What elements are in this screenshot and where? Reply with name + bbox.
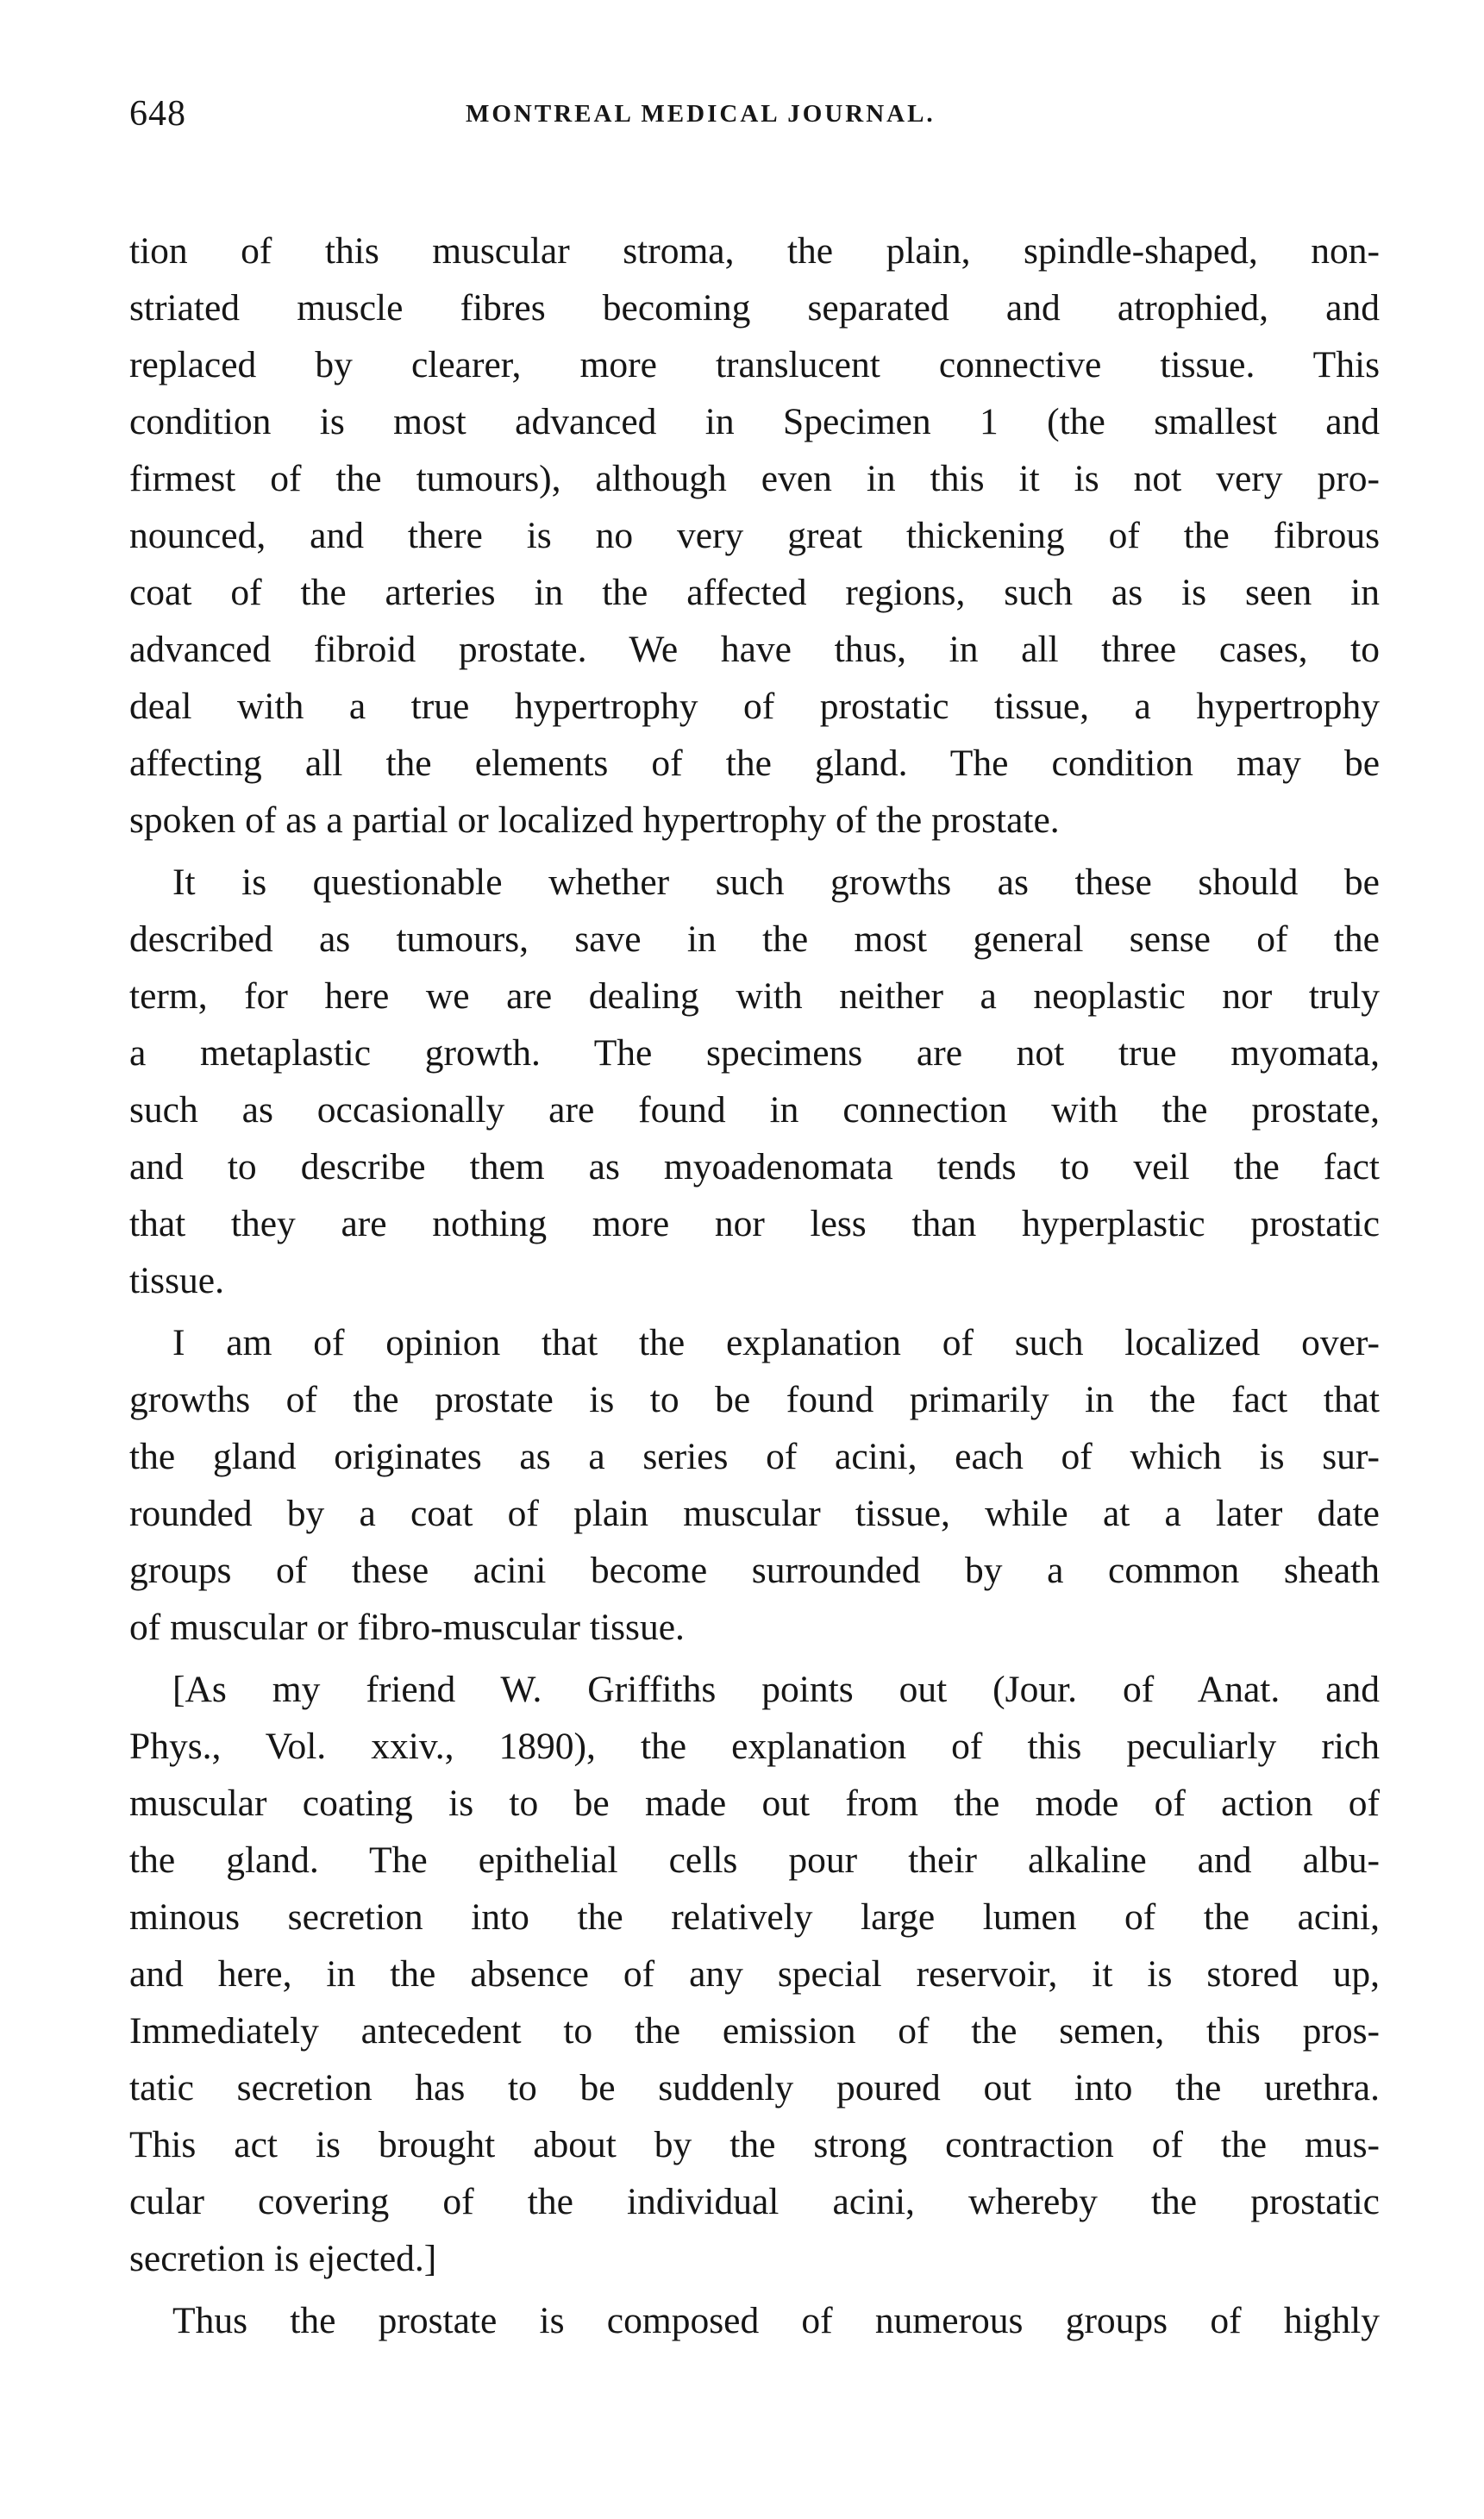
text-line: coat of the arteries in the affected regions, such as is seen in — [129, 572, 1380, 613]
text-line: that they are nothing more nor less than hyperplastic prostatic — [129, 1203, 1380, 1244]
text-line: condition is most advanced in Specimen 1 (the smallest and — [129, 401, 1380, 442]
text-line: a metaplastic growth. The specimens are not true myomata, — [129, 1032, 1380, 1074]
text-line: replaced by clearer, more translucent connective tissue. This — [129, 344, 1380, 385]
page-header — [129, 93, 1380, 145]
text-line: secretion is ejected.] — [129, 2238, 437, 2279]
text-line: nounced, and there is no very great thickening of the fibrous — [129, 515, 1380, 556]
text-line: tatic secretion has to be suddenly poured out into the urethra. — [129, 2067, 1380, 2109]
text-line: the gland originates as a series of acini, each of which is sur- — [129, 1436, 1380, 1477]
text-line: the gland. The epithelial cells pour their alkaline and albu- — [129, 1839, 1380, 1881]
text-line: deal with a true hypertrophy of prostatic tissue, a hypertrophy — [129, 686, 1380, 727]
text-line: rounded by a coat of plain muscular tissue, while at a later date — [129, 1493, 1380, 1534]
text-line: It is questionable whether such growths as these should be — [172, 862, 1380, 903]
text-line: of muscular or fibro-muscular tissue. — [129, 1607, 685, 1648]
text-line: firmest of the tumours), although even in this it is not very pro- — [129, 458, 1380, 499]
running-head: MONTREAL MEDICAL JOURNAL. — [466, 100, 936, 128]
text-line: Thus the prostate is composed of numerous groups of highly — [172, 2300, 1380, 2341]
text-line: I am of opinion that the explanation of such localized over- — [172, 1322, 1380, 1363]
text-line: Immediately antecedent to the emission of the semen, this pros- — [129, 2010, 1380, 2052]
text-line: Phys., Vol. xxiv., 1890), the explanation of this peculiarly rich — [129, 1726, 1380, 1767]
page-number: 648 — [129, 94, 186, 134]
text-line: muscular coating is to be made out from the mode of action of — [129, 1783, 1380, 1824]
text-line: tion of this muscular stroma, the plain, spindle-shaped, non- — [129, 230, 1380, 272]
text-line: term, for here we are dealing with neither a neoplastic nor truly — [129, 975, 1380, 1017]
text-line: advanced fibroid prostate. We have thus, in all three cases, to — [129, 629, 1380, 670]
text-line: This act is brought about by the strong contraction of the mus- — [129, 2124, 1380, 2165]
text-line: described as tumours, save in the most general sense of the — [129, 918, 1380, 960]
text-line: minous secretion into the relatively large lumen of the acini, — [129, 1896, 1380, 1938]
text-line: groups of these acini become surrounded by a common sheath — [129, 1550, 1380, 1591]
text-line: [As my friend W. Griffiths points out (Jour. of Anat. and — [172, 1669, 1380, 1710]
text-line: affecting all the elements of the gland. The condition may be — [129, 743, 1380, 784]
text-line: and here, in the absence of any special reservoir, it is stored up, — [129, 1953, 1380, 1995]
text-line: cular covering of the individual acini, whereby the prostatic — [129, 2181, 1380, 2222]
text-line: spoken of as a partial or localized hypertrophy of the prostate. — [129, 799, 1060, 841]
text-line: tissue. — [129, 1260, 224, 1301]
text-line: such as occasionally are found in connection with the prostate, — [129, 1089, 1380, 1131]
text-line: growths of the prostate is to be found primarily in the fact that — [129, 1379, 1380, 1420]
text-line: and to describe them as myoadenomata tends to veil the fact — [129, 1146, 1380, 1187]
text-line: striated muscle fibres becoming separated and atrophied, and — [129, 287, 1380, 329]
